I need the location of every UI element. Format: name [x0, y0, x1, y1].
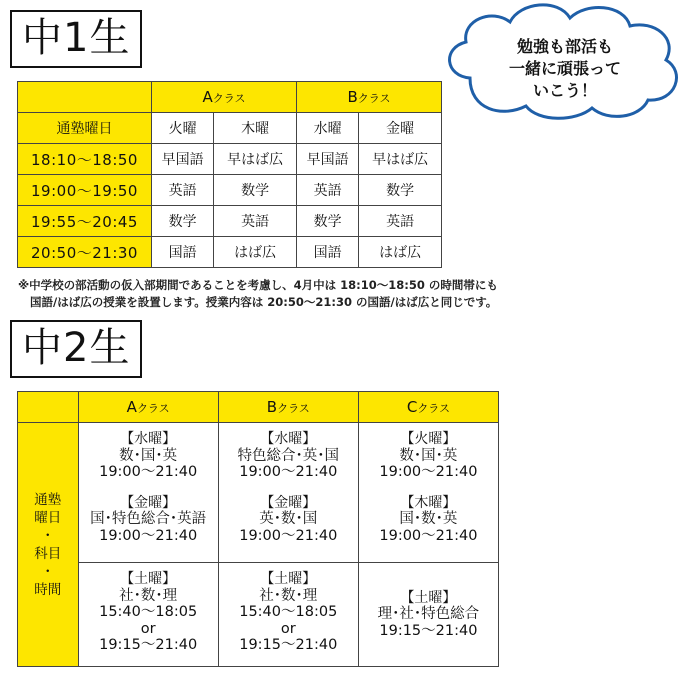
- table-row: 20:50～21:30 国語 はば広 国語 はば広: [18, 237, 442, 268]
- table-row: 19:00～19:50 英語 数学 英語 数学: [18, 175, 442, 206]
- class-a-header: Aクラス: [152, 82, 297, 113]
- class-b-header: Bクラス: [296, 82, 441, 113]
- grade2-title: 中2生: [10, 320, 142, 378]
- class-b-header: Bクラス: [218, 392, 358, 423]
- table-row: 【土曜】 社･数･理 15:40～18:05 or 19:15～21:40 【土曜】 社･数･理 15:40～18:05 or 19:15～21:40 【土曜】 理･社･特色総合 19:15～21:40: [18, 563, 499, 667]
- table-row: 19:55～20:45 数学 英語 数学 英語: [18, 206, 442, 237]
- table-row: 通塾曜日 火曜 木曜 水曜 金曜: [18, 113, 442, 144]
- side-label: 通塾 曜日 ・ 科目 ・ 時間: [18, 423, 79, 667]
- grade1-title: 中1生: [10, 10, 142, 68]
- class-a-header: Aクラス: [78, 392, 218, 423]
- class-c-header: Cクラス: [358, 392, 498, 423]
- table-row: 18:10～18:50 早国語 早はば広 早国語 早はば広: [18, 144, 442, 175]
- grade1-note: ※中学校の部活動の仮入部期間であることを考慮し、4月中は 18:10～18:50 の時間帯にも 国語/はば広の授業を設置します。授業内容は 20:50～21:30 の国語/はば広と同じです。: [18, 278, 498, 309]
- grade2-schedule-table: [17, 391, 499, 667]
- table-row: 通塾 曜日 ・ 科目 ・ 時間 【水曜】 数･国･英 19:00～21:40 【金曜】 国･特色総合･英語 19:00～21:40 【水曜】 特色総合･英･国 19:00～21:40 【金曜】 英･数･国 19:00～21:40 【火曜】 数･国･英 19:00～21:40 【木曜】 国･数･英 19:00～21:40: [18, 423, 499, 563]
- cloud-message: 勉強も部活も 一緒に頑張って いこう！: [508, 37, 621, 100]
- grade1-schedule-table: [17, 81, 442, 268]
